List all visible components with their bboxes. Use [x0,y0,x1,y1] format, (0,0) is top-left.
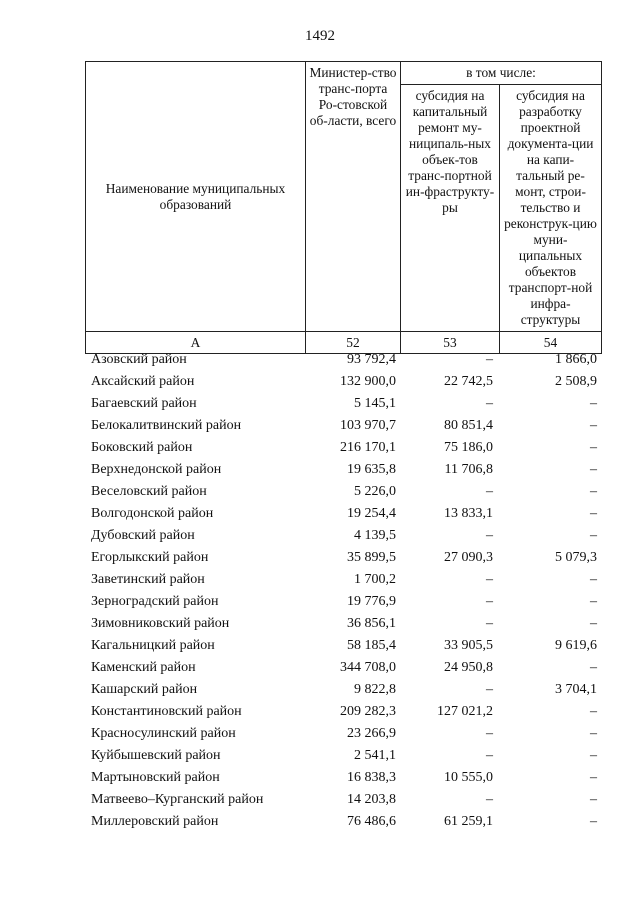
table-row [85,811,601,833]
row-name: Дубовский район [91,528,195,543]
row-name: Волгодонской район [91,506,214,521]
row-name: Веселовский район [91,484,207,499]
table-row [85,415,601,437]
table-row [85,503,601,525]
table-row [85,459,601,481]
table-row [85,437,601,459]
row-subsidy-repair: – [486,352,493,367]
table-row [85,723,601,745]
row-subsidy-design: 3 704,1 [555,682,597,697]
row-name: Зерноградский район [91,594,219,609]
row-subsidy-design: – [590,594,597,609]
table-row [85,679,601,701]
row-total: 4 139,5 [354,528,396,543]
row-subsidy-design: 5 079,3 [555,550,597,565]
row-subsidy-repair: 24 950,8 [444,660,493,675]
row-subsidy-design: 9 619,6 [555,638,597,653]
row-subsidy-design: – [590,704,597,719]
row-subsidy-design: – [590,484,597,499]
row-subsidy-repair: 22 742,5 [444,374,493,389]
row-subsidy-repair: – [486,792,493,807]
row-subsidy-design: – [590,572,597,587]
column-index-a: А [86,332,306,354]
row-name: Азовский район [91,352,187,367]
row-subsidy-design: 2 508,9 [555,374,597,389]
row-total: 23 266,9 [347,726,396,741]
column-index-53: 53 [401,332,500,354]
row-total: 58 185,4 [347,638,396,653]
row-name: Красносулинский район [91,726,236,741]
row-name: Боковский район [91,440,193,455]
column-header-including: в том числе: [401,62,602,85]
row-subsidy-repair: – [486,594,493,609]
row-name: Зимовниковский район [91,616,230,631]
row-subsidy-design: – [590,814,597,829]
table-row [85,789,601,811]
table-row [85,481,601,503]
row-subsidy-design: – [590,440,597,455]
row-total: 5 145,1 [354,396,396,411]
row-total: 9 822,8 [354,682,396,697]
table-row [85,767,601,789]
row-subsidy-repair: – [486,682,493,697]
row-total: 14 203,8 [347,792,396,807]
column-header-name: Наименование муниципальных образований [86,62,306,332]
row-name: Заветинский район [91,572,205,587]
row-name: Миллеровский район [91,814,219,829]
table-row [85,393,601,415]
row-subsidy-repair: – [486,572,493,587]
column-index-52: 52 [306,332,401,354]
column-header-total: Министер-ство транс-порта Ро-стовской об-ласти, всего [306,62,401,332]
row-name: Аксайский район [91,374,195,389]
row-name: Егорлыкский район [91,550,209,565]
row-name: Матвеево–Курганский район [91,792,264,807]
row-subsidy-repair: 80 851,4 [444,418,493,433]
row-subsidy-design: 1 866,0 [555,352,597,367]
row-name: Мартыновский район [91,770,220,785]
row-name: Каменский район [91,660,196,675]
row-subsidy-repair: 10 555,0 [444,770,493,785]
table-row [85,349,601,371]
row-total: 216 170,1 [340,440,396,455]
table-row [85,547,601,569]
row-subsidy-repair: 27 090,3 [444,550,493,565]
table-row [85,569,601,591]
row-subsidy-repair: – [486,484,493,499]
row-subsidy-design: – [590,660,597,675]
row-total: 19 776,9 [347,594,396,609]
row-subsidy-repair: 127 021,2 [437,704,493,719]
row-total: 209 282,3 [340,704,396,719]
row-name: Верхнедонской район [91,462,222,477]
row-subsidy-design: – [590,726,597,741]
table-body [85,349,601,833]
row-subsidy-design: – [590,462,597,477]
row-name: Кагальницкий район [91,638,215,653]
row-total: 16 838,3 [347,770,396,785]
table-row [85,657,601,679]
row-subsidy-design: – [590,792,597,807]
row-total: 132 900,0 [340,374,396,389]
row-total: 35 899,5 [347,550,396,565]
row-subsidy-repair: 33 905,5 [444,638,493,653]
table-row [85,525,601,547]
row-name: Константиновский район [91,704,242,719]
row-subsidy-design: – [590,748,597,763]
row-subsidy-repair: – [486,748,493,763]
row-subsidy-design: – [590,418,597,433]
column-header-subsidy-design: субсидия на разработку проектной документа-ции на капи-тальный ре-монт, строи-тельство и реконструк-цию муни-ципальных объектов транспорт-ной инфра-структуры [500,85,602,332]
row-total: 19 254,4 [347,506,396,521]
table-row [85,745,601,767]
row-subsidy-repair: – [486,616,493,631]
column-header-subsidy-repair: субсидия на капитальный ремонт му-ниципаль-ных объек-тов транс-портной ин-фраструкту-ры [401,85,500,332]
row-total: 76 486,6 [347,814,396,829]
row-subsidy-repair: – [486,396,493,411]
row-subsidy-repair: 13 833,1 [444,506,493,521]
column-index-54: 54 [500,332,602,354]
row-subsidy-design: – [590,616,597,631]
table-row [85,591,601,613]
row-subsidy-repair: 75 186,0 [444,440,493,455]
table-row [85,613,601,635]
table-row [85,371,601,393]
table-header [85,61,602,354]
row-subsidy-design: – [590,506,597,521]
row-total: 5 226,0 [354,484,396,499]
row-name: Кашарский район [91,682,198,697]
table-row [85,701,601,723]
row-name: Багаевский район [91,396,197,411]
row-name: Белокалитвинский район [91,418,242,433]
row-subsidy-repair: 11 706,8 [444,462,493,477]
row-total: 1 700,2 [354,572,396,587]
row-subsidy-design: – [590,770,597,785]
page-number: 1492 [305,28,335,44]
row-subsidy-design: – [590,528,597,543]
row-total: 19 635,8 [347,462,396,477]
row-total: 2 541,1 [354,748,396,763]
row-subsidy-repair: – [486,528,493,543]
row-subsidy-repair: 61 259,1 [444,814,493,829]
row-name: Куйбышевский район [91,748,221,763]
row-total: 344 708,0 [340,660,396,675]
row-total: 93 792,4 [347,352,396,367]
table-row [85,635,601,657]
row-subsidy-design: – [590,396,597,411]
row-subsidy-repair: – [486,726,493,741]
row-total: 103 970,7 [340,418,396,433]
row-total: 36 856,1 [347,616,396,631]
